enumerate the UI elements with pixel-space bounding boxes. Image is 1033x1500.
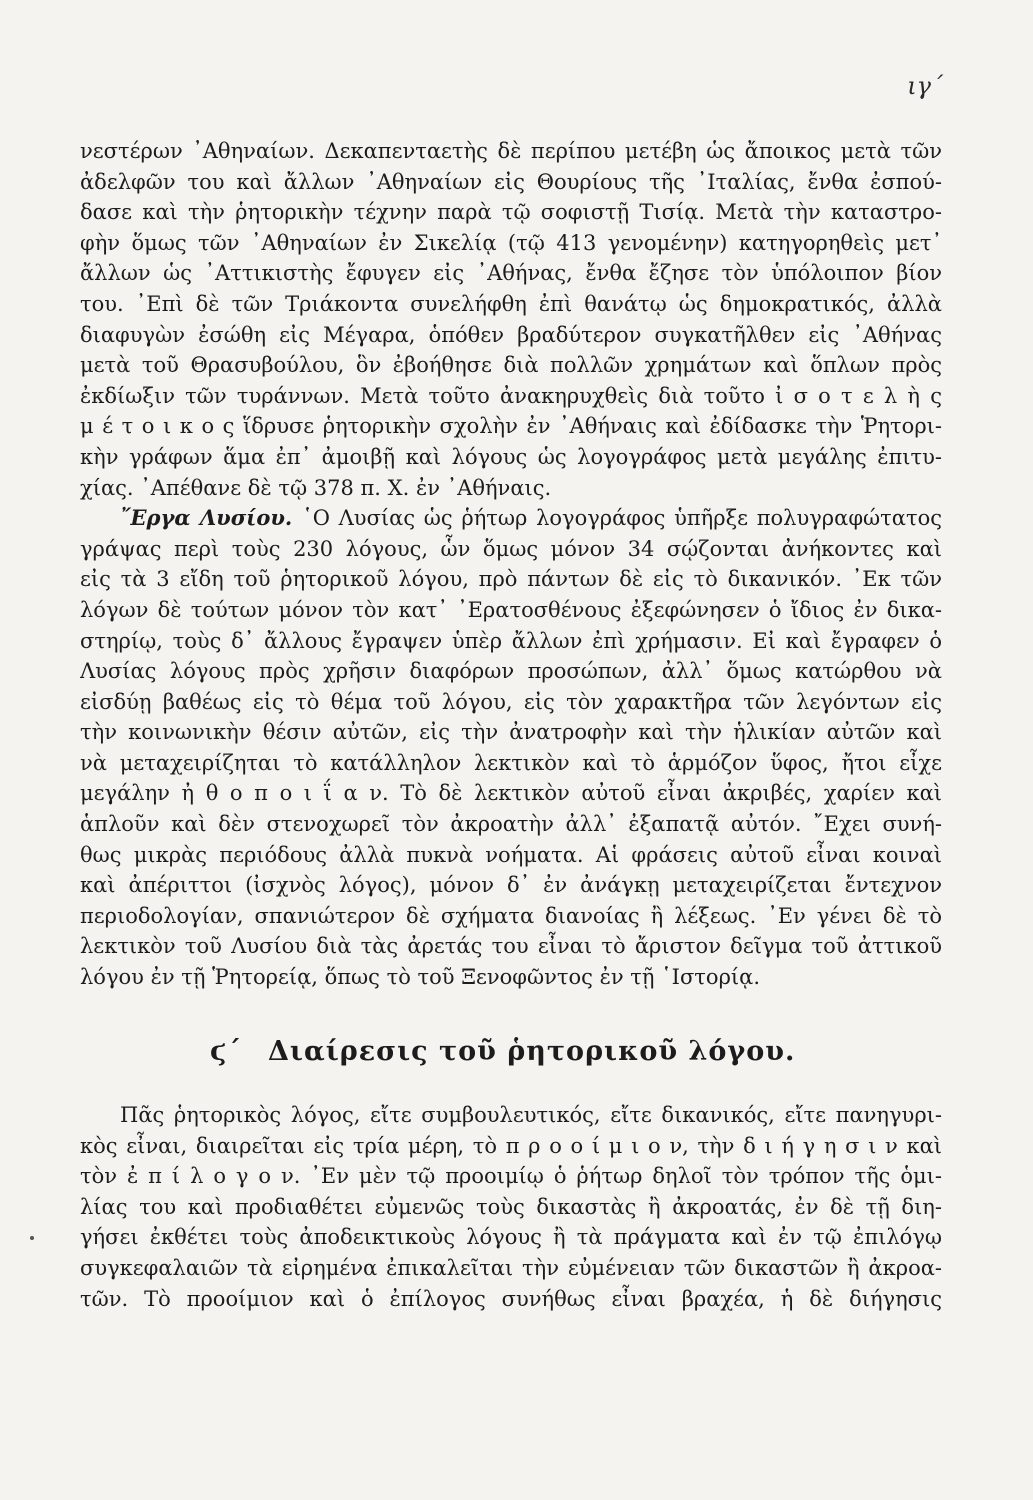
text-line: εἰς τὰ 3 εἴδη τοῦ ῥητορικοῦ λόγου, πρὸ πάντων δὲ εἰς τὸ δικανικόν. ᾿Εκ τῶν	[80, 567, 942, 592]
text-line: Πᾶς ῥητορικὸς λόγος, εἴτε συμβουλευτικός, εἴτε δικανικός, εἴτε πανηγυρι-	[120, 1103, 942, 1127]
main-text	[80, 136, 942, 993]
text-line: διαφυγὼν ἐσώθη εἰς Μέγαρα, ὁπόθεν βραδύτερον συγκατῆλθεν εἰς ᾿Αθήνας	[80, 322, 942, 347]
text-line: ἐκδίωξιν τῶν τυράννων. Μετὰ τοῦτο ἀνακηρυχθεὶς διὰ τοῦτο ἰ σ ο τ ε λ ὴ ς	[80, 383, 942, 408]
text-line: χίας. ᾿Απέθανε δὲ τῷ 378 π. Χ. ἐν ᾿Αθήναις.	[80, 475, 552, 500]
text-line: θως μικρὰς περιόδους ἀλλὰ πυκνὰ νοήματα. Αἱ φράσεις αὐτοῦ εἶναι κοιναὶ	[80, 842, 942, 867]
text-line: λόγου ἐν τῇ Ῥητορείᾳ, ὅπως τὸ τοῦ Ξενοφῶντος ἐν τῇ ῾Ιστορίᾳ.	[80, 965, 761, 990]
text-line: γήσει ἐκθέτει τοὺς ἀποδεικτικοὺς λόγους ἢ τὰ πράγματα καὶ ἐν τῷ ἐπιλόγῳ	[80, 1225, 942, 1250]
text-line: τῶν. Τὸ προοίμιον καὶ ὁ ἐπίλογος συνήθως εἶναι βραχέα, ἡ δὲ διήγησις	[80, 1286, 942, 1311]
text-line: τὴν κοινωνικὴν θέσιν αὐτῶν, εἰς τὴν ἀνατροφὴν καὶ τὴν ἡλικίαν αὐτῶν καὶ	[80, 720, 942, 745]
text-line: καὶ ἀπέριττοι (ἰσχνὸς λόγος), μόνον δ᾿ ἐν ἀνάγκῃ μεταχειρίζεται ἔντεχνον	[80, 873, 942, 898]
text-line	[80, 503, 942, 534]
text-line-rest: ῾Ο Λυσίας ὡς ῥήτωρ λογογράφος ὑπῆρξε πολυγραφώτατος	[302, 506, 942, 531]
text-line: κὸς εἶναι, διαιρεῖται εἰς τρία μέρη, τὸ π ρ ο ο ί μ ι ο ν, τὴν δ ι ή γ η σ ι ν καὶ	[80, 1133, 942, 1158]
text-line: ἄλλων ὡς ᾿Αττικιστὴς ἔφυγεν εἰς ᾿Αθήνας, ἔνθα ἔζησε τὸν ὑπόλοιπον βίον	[80, 261, 942, 286]
text-line: περιοδολογίαν, σπανιώτερον δὲ σχήματα διανοίας ἢ λέξεως. ᾿Εν γένει δὲ τὸ	[80, 903, 942, 928]
text-line: νὰ μεταχειρίζηται τὸ κατάλληλον λεκτικὸν καὶ τὸ ἁρμόζον ὕφος, ἤτοι εἶχε	[80, 750, 942, 775]
text-line: λίας του καὶ προδιαθέτει εὐμενῶς τοὺς δικαστὰς ἢ ἀκροατάς, ἐν δὲ τῇ διη-	[80, 1194, 942, 1219]
section-heading	[210, 1036, 830, 1067]
margin-mark	[30, 1236, 34, 1240]
text-line: συγκεφαλαιῶν τὰ εἰρημένα ἐπικαλεῖται τὴν εὐμένειαν τῶν δικαστῶν ἢ ἀκροα-	[80, 1255, 942, 1280]
text-line: ἁπλοῦν καὶ δὲν στενοχωρεῖ τὸν ἀκροατὴν ἀλλ᾿ ἐξαπατᾷ αὐτόν. ῎Εχει συνή-	[80, 812, 942, 837]
section-number: ϛ΄	[210, 1036, 242, 1067]
text-line: στηρίῳ, τοὺς δ᾿ ἄλλους ἔγραψεν ὑπὲρ ἄλλων ἐπὶ χρήμασιν. Εἰ καὶ ἔγραφεν ὁ	[80, 628, 942, 653]
text-line: νεστέρων ᾿Αθηναίων. Δεκαπενταετὴς δὲ περίπου μετέβη ὡς ἄποικος μετὰ τῶν	[80, 139, 942, 163]
text-line: του. ᾿Επὶ δὲ τῶν Τριάκοντα συνελήφθη ἐπὶ θανάτῳ ὡς δημοκρατικός, ἀλλὰ	[80, 291, 942, 316]
paragraph-biography	[80, 136, 942, 503]
text-line: κὴν γράφων ἅμα ἐπ᾿ ἀμοιβῇ καὶ λόγους ὡς λογογράφος μετὰ μεγάλης ἐπιτυ-	[80, 444, 942, 469]
paragraph-works	[80, 503, 942, 993]
text-line: λεκτικὸν τοῦ Λυσίου διὰ τὰς ἀρετάς του εἶναι τὸ ἄριστον δεῖγμα τοῦ ἀττικοῦ	[80, 934, 942, 959]
text-line: μεγάλην ἠ θ ο π ο ι ΐ α ν. Τὸ δὲ λεκτικὸν αὐτοῦ εἶναι ἀκριβές, χαρίεν καὶ	[80, 781, 942, 806]
text-line: ἀδελφῶν του καὶ ἄλλων ᾿Αθηναίων εἰς Θουρίους τῆς ᾿Ιταλίας, ἔνθα ἐσπού-	[80, 169, 942, 194]
page-number: ιγ΄	[907, 72, 943, 100]
section-title: Διαίρεσις τοῦ ῥητορικοῦ λόγου.	[267, 1036, 796, 1067]
text-line: μ έ τ ο ι κ ο ς ἵδρυσε ῥητορικὴν σχολὴν ἐν ᾿Αθήναις καὶ ἐδίδασκε τὴν Ῥητορι-	[80, 414, 942, 439]
text-line: δασε καὶ τὴν ῥητορικὴν τέχνην παρὰ τῷ σοφιστῇ Τισίᾳ. Μετὰ τὴν καταστρο-	[80, 200, 942, 225]
text-line: φὴν ὅμως τῶν ᾿Αθηναίων ἐν Σικελίᾳ (τῷ 413 γενομένην) κατηγορηθεὶς μετ᾿	[80, 230, 942, 255]
text-line: μετὰ τοῦ Θρασυβούλου, ὃν ἐβοήθησε διὰ πολλῶν χρημάτων καὶ ὅπλων πρὸς	[80, 353, 942, 378]
text-line: Λυσίας λόγους πρὸς χρῆσιν διαφόρων προσώπων, ἀλλ᾿ ὅμως κατώρθου νὰ	[80, 659, 942, 684]
text-line: τὸν ἐ π ί λ ο γ ο ν. ᾿Εν μὲν τῷ προοιμίῳ ὁ ῥήτωρ δηλοῖ τὸν τρόπον τῆς ὁμι-	[80, 1164, 942, 1189]
text-line: εἰσδύῃ βαθέως εἰς τὸ θέμα τοῦ λόγου, εἰς τὸν χαρακτῆρα τῶν λεγόντων εἰς	[80, 689, 942, 714]
subheading-works: ῎Εργα Λυσίου.	[120, 505, 293, 531]
text-line: γράψας περὶ τοὺς 230 λόγους, ὧν ὅμως μόνον 34 σῴζονται ἀνήκοντες καὶ	[80, 536, 942, 561]
text-line: λόγων δὲ τούτων μόνον τὸν κατ᾿ ᾿Ερατοσθένους ἐξεφώνησεν ὁ ἴδιος ἐν δικα-	[80, 597, 942, 622]
paragraph-division	[80, 1100, 942, 1314]
